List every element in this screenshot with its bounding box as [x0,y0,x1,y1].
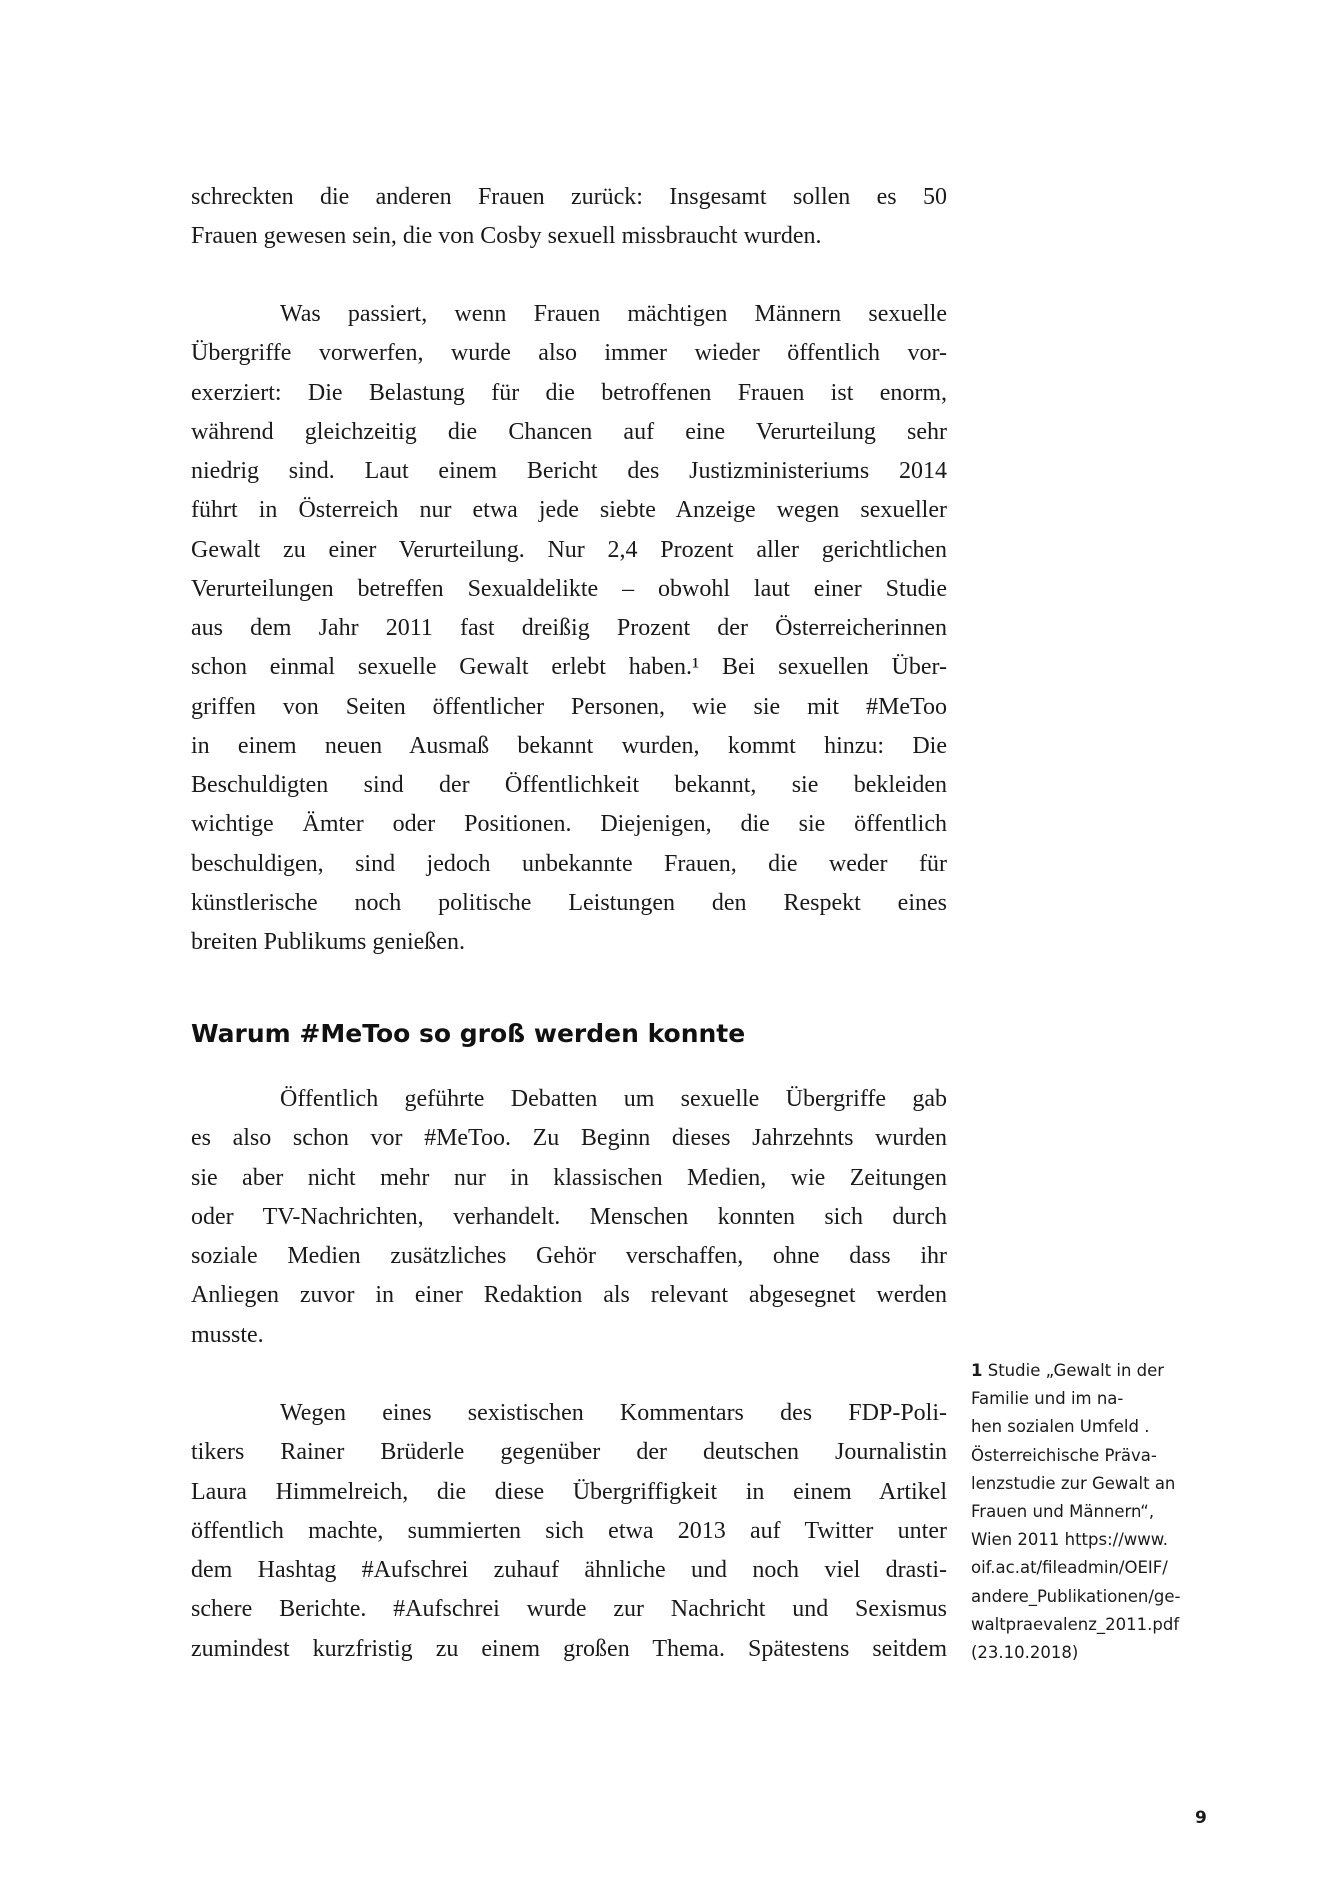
text-line: Beschuldigten sind der Öffentlichkeit bekannt, sie bekleiden [191,772,947,798]
footnote-line: oif.ac.at/fileadmin/OEIF/ [971,1558,1168,1578]
text-line: Anliegen zuvor in einer Redaktion als relevant abgesegnet werden [191,1282,947,1309]
footnote-number: 1 [971,1361,983,1380]
text-line: Was passiert, wenn Frauen mächtigen Männern sexuelle [280,301,947,327]
footnote-line [971,1357,1181,1385]
text-line: schreckten die anderen Frauen zurück: Insgesamt sollen es 50 [191,184,947,210]
text-line: dem Hashtag #Aufschrei zuhauf ähnliche und noch viel drasti- [191,1557,947,1583]
text-line: führt in Österreich nur etwa jede siebte Anzeige wegen sexueller [191,497,947,524]
page-number: 9 [1195,1808,1207,1828]
footnote-line: hen sozialen Umfeld . [971,1417,1150,1437]
footnote-line: Frauen und Männern“, [971,1501,1155,1521]
section-heading: Warum #MeToo so groß werden konnte [191,1019,746,1048]
footnote-line: Österreichische Präva- [971,1445,1157,1465]
text-line: tikers Rainer Brüderle gegenüber der deutschen Journalistin [191,1439,947,1466]
text-line: exerziert: Die Belastung für die betroffenen Frauen ist enorm, [191,379,947,406]
paragraph-1 [191,295,947,962]
text-line: beschuldigen, sind jedoch unbekannte Frauen, die weder für [191,850,947,877]
footnote-line: waltpraevalenz_2011.pdf [971,1614,1180,1634]
footnote-line: Familie und im na- [971,1389,1124,1409]
text-line: Frauen gewesen sein, die von Cosby sexuell missbraucht wurden. [191,223,822,250]
text-line: künstlerische noch politische Leistungen den Respekt eines [191,889,947,916]
text-line: öffentlich machte, summierten sich etwa 2013 auf Twitter unter [191,1517,947,1544]
text-line: soziale Medien zusätzliches Gehör verschaffen, ohne dass ihr [191,1243,947,1269]
footnote-line: lenzstudie zur Gewalt an [971,1473,1176,1493]
text-line: aus dem Jahr 2011 fast dreißig Prozent der Österreicherinnen [191,615,947,641]
text-line: musste. [191,1321,264,1348]
footnote-line: andere_Publikationen/ge- [971,1586,1181,1606]
text-line: zumindest kurzfristig zu einem großen Thema. Spätestens seitdem [191,1635,947,1662]
text-line: Öffentlich geführte Debatten um sexuelle Übergriffe gab [280,1086,947,1112]
text-line: in einem neuen Ausmaß bekannt wurden, kommt hinzu: Die [191,732,947,759]
text-line: es also schon vor #MeToo. Zu Beginn dieses Jahrzehnts wurden [191,1125,947,1152]
footnote [971,1357,1181,1667]
text-line: oder TV-Nachrichten, verhandelt. Menschen konnten sich durch [191,1203,947,1230]
text-line: Gewalt zu einer Verurteilung. Nur 2,4 Prozent aller gerichtlichen [191,536,947,563]
text-line: schere Berichte. #Aufschrei wurde zur Nachricht und Sexismus [191,1596,947,1623]
text-line: niedrig sind. Laut einem Bericht des Justizministeriums 2014 [191,458,947,484]
text-line: Übergriffe vorwerfen, wurde also immer wieder öffentlich vor- [191,340,947,367]
paragraph-3 [191,1394,947,1669]
footnote-line: Wien 2011 https://www. [971,1530,1168,1550]
text-line: schon einmal sexuelle Gewalt erlebt haben.¹ Bei sexuellen Über- [191,654,947,681]
text-line: sie aber nicht mehr nur in klassischen Medien, wie Zeitungen [191,1164,947,1191]
text-line: griffen von Seiten öffentlicher Personen, wie sie mit #MeToo [191,693,947,720]
footnote-text: Studie „Gewalt in der [987,1361,1165,1380]
text-line: wichtige Ämter oder Positionen. Diejenigen, die sie öffentlich [191,811,947,838]
footnote-line: (23.10.2018) [971,1642,1079,1662]
text-line: Wegen eines sexistischen Kommentars des FDP-Poli- [280,1400,947,1426]
text-line: Laura Himmelreich, die diese Übergriffigkeit in einem Artikel [191,1478,947,1505]
text-line: breiten Publikums genießen. [191,929,465,955]
text-line: Verurteilungen betreffen Sexualdelikte – obwohl laut einer Studie [191,575,947,602]
paragraph-0 [191,178,947,257]
paragraph-2 [191,1080,947,1355]
text-line: während gleichzeitig die Chancen auf eine Verurteilung sehr [191,418,947,445]
